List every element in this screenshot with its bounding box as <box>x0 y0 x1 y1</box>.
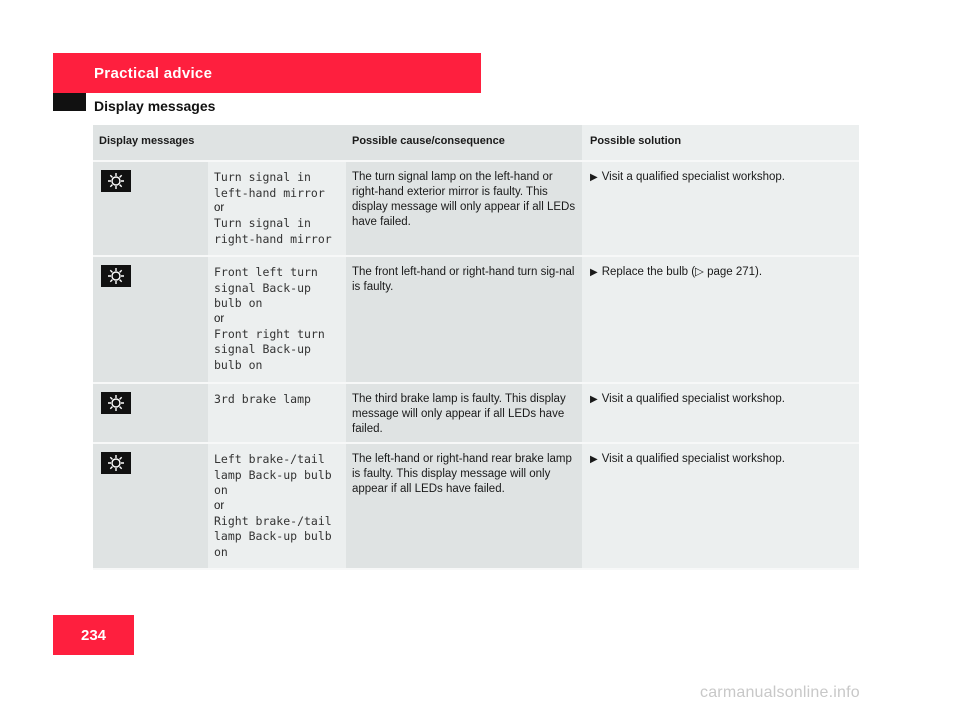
solution-cell <box>582 444 859 568</box>
or-separator: or <box>214 312 225 325</box>
or-separator: or <box>214 202 225 214</box>
table-row <box>93 162 859 257</box>
page-subtitle: Display messages <box>94 98 216 114</box>
message-line: lamp Back-up bulb <box>214 529 332 543</box>
message-line: Turn signal in <box>214 170 311 184</box>
arrow-bullet-icon: ▶ <box>590 172 598 183</box>
or-separator: or <box>214 499 225 512</box>
icon-cell <box>93 257 208 382</box>
bulb-icon <box>101 265 131 287</box>
bulb-icon <box>101 170 131 192</box>
table-header-row <box>93 125 859 162</box>
message-line: left-hand mirror <box>214 185 325 200</box>
column-header-display-messages: Display messages <box>93 125 346 160</box>
section-title: Practical advice <box>94 65 213 82</box>
message-line: Turn signal in <box>214 216 311 230</box>
page-number: 234 <box>53 615 134 655</box>
solution-cell <box>582 384 859 442</box>
message-line: Right brake-/tail <box>214 513 332 528</box>
solution-cell <box>582 257 859 382</box>
message-line: right-hand mirror <box>214 231 332 246</box>
solution-text: Replace the bulb (▷ page 271). <box>601 266 763 278</box>
message-line: bulb on <box>214 296 263 310</box>
message-line: on <box>214 544 228 559</box>
message-line: 3rd brake lamp <box>214 392 311 406</box>
column-header-cause: Possible cause/consequence <box>346 125 582 160</box>
header-marker <box>53 93 86 111</box>
message-line: Front right turn <box>214 326 325 341</box>
solution-text: Visit a qualified specialist workshop. <box>601 171 785 183</box>
solution-text: Visit a qualified specialist workshop. <box>601 453 785 465</box>
table-row <box>93 384 859 444</box>
solution-text: Visit a qualified specialist workshop. <box>601 393 785 405</box>
solution-cell <box>582 162 859 255</box>
message-cell <box>208 162 346 255</box>
display-messages-table <box>93 125 859 570</box>
watermark: carmanualsonline.info <box>700 684 860 701</box>
arrow-bullet-icon: ▶ <box>590 454 598 465</box>
cause-cell: The left-hand or right-hand rear brake lamp is faulty. This display message will only appear if all LEDs have failed. <box>346 444 582 568</box>
icon-cell <box>93 444 208 568</box>
message-cell <box>208 384 346 442</box>
arrow-bullet-icon: ▶ <box>590 394 598 405</box>
table-row <box>93 257 859 384</box>
icon-cell <box>93 162 208 255</box>
message-line: bulb on <box>214 357 263 372</box>
cause-cell: The turn signal lamp on the left-hand or right-hand exterior mirror is faulty. This display message will only appear if all LEDs have failed. <box>346 162 582 255</box>
message-line: Left brake-/tail <box>214 452 325 466</box>
cause-cell: The front left-hand or right-hand turn sig-nal is faulty. <box>346 257 582 382</box>
bulb-icon <box>101 392 131 414</box>
bulb-icon <box>101 452 131 474</box>
message-line: lamp Back-up bulb <box>214 467 332 482</box>
message-line: on <box>214 483 228 497</box>
arrow-bullet-icon: ▶ <box>590 267 598 278</box>
message-line: signal Back-up <box>214 280 311 295</box>
message-cell <box>208 257 346 382</box>
table-row <box>93 444 859 570</box>
icon-cell <box>93 384 208 442</box>
message-line: signal Back-up <box>214 342 311 356</box>
message-cell <box>208 444 346 568</box>
cause-cell: The third brake lamp is faulty. This display message will only appear if all LEDs have failed. <box>346 384 582 442</box>
column-header-solution: Possible solution <box>582 125 859 160</box>
section-header <box>53 53 481 93</box>
message-line: Front left turn <box>214 265 318 279</box>
